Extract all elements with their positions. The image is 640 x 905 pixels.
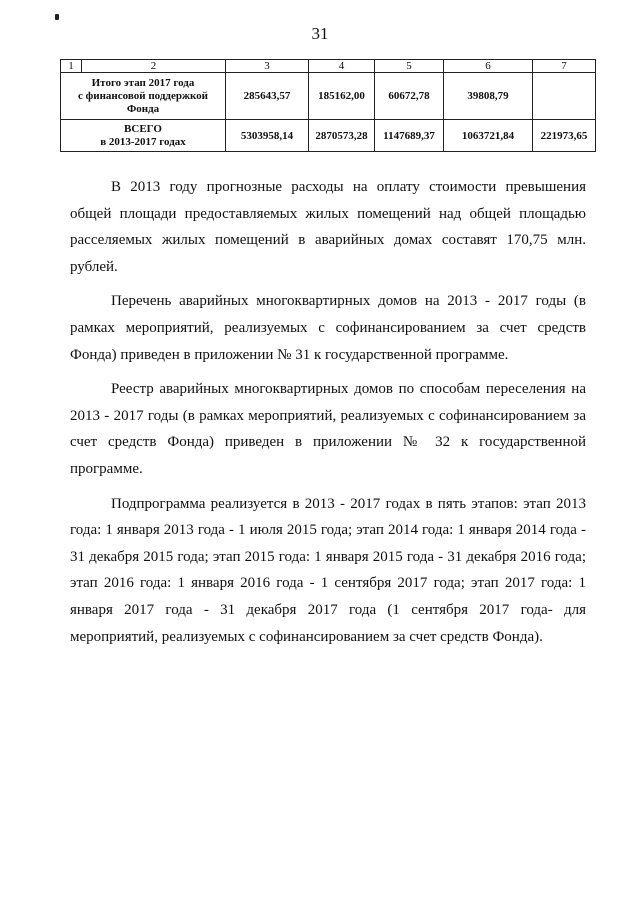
body-text bbox=[70, 174, 586, 650]
scan-mark bbox=[55, 14, 59, 20]
header-cell: 2 bbox=[82, 60, 226, 73]
row-label-line: в 2013-2017 годах bbox=[100, 135, 186, 148]
row-label-line: с финансовой поддержкой bbox=[78, 89, 208, 102]
header-cell: 7 bbox=[533, 60, 596, 73]
row-label-line: Фонда bbox=[126, 102, 160, 115]
paragraph: В 2013 году прогнозные расходы на оплату стоимости превышения общей площади предоставляемых жилых помещений над общей площадью расселяемых жилых помещений в аварийных домах составят 170,75 млн. рублей. bbox=[70, 179, 586, 275]
page-number: 31 bbox=[311, 24, 329, 43]
row-label-line: ВСЕГО bbox=[124, 122, 162, 135]
table-cell: 221973,65 bbox=[533, 120, 596, 152]
table-row bbox=[61, 73, 596, 120]
table-cell: 185162,00 bbox=[309, 73, 375, 120]
table-cell bbox=[533, 73, 596, 120]
header-cell: 5 bbox=[375, 60, 444, 73]
table-cell: 60672,78 bbox=[375, 73, 444, 120]
table-cell: 39808,79 bbox=[444, 73, 533, 120]
header-cell: 1 bbox=[61, 60, 82, 73]
row-label bbox=[61, 73, 226, 120]
table-cell: 285643,57 bbox=[226, 73, 309, 120]
header-cell: 6 bbox=[444, 60, 533, 73]
table-cell: 5303958,14 bbox=[226, 120, 309, 152]
table-row bbox=[61, 120, 596, 152]
table-cell: 2870573,28 bbox=[309, 120, 375, 152]
table-cell: 1147689,37 bbox=[375, 120, 444, 152]
header-cell: 3 bbox=[226, 60, 309, 73]
header-cell: 4 bbox=[309, 60, 375, 73]
row-label-line: Итого этап 2017 года bbox=[91, 76, 195, 89]
table-header-row bbox=[61, 60, 596, 73]
row-label bbox=[61, 120, 226, 152]
paragraph: Подпрограмма реализуется в 2013 - 2017 годах в пять этапов: этап 2013 года: 1 января 2013 года - 1 июля 2015 года; этап 2014 года: 1 января 2014 года - 31 декабря 2015 года; этап 2015 года: 1 января 2015 года - 31 декабря 2016 года; этап 2016 года: 1 января 2016 года - 1 сентября 2017 года; этап 2017 года: 1 января 2017 года - 31 декабря 2017 года (1 сентября 2017 года- для мероприятий, реализуемых с софинансированием за счет средств Фонда). bbox=[70, 495, 586, 645]
paragraph: Перечень аварийных многоквартирных домов на 2013 - 2017 годы (в рамках мероприятий, реализуемых с софинансированием за счет средств Фонда) приведен в приложении № 31 к государственной программе. bbox=[70, 293, 586, 363]
data-table bbox=[60, 59, 596, 152]
paragraph: Реестр аварийных многоквартирных домов по способам переселения на 2013 - 2017 годы (в рамках мероприятий, реализуемых с софинансированием за счет средств Фонда) приведен в приложении № 32 к государственной программе. bbox=[70, 381, 586, 477]
table-cell: 1063721,84 bbox=[444, 120, 533, 152]
